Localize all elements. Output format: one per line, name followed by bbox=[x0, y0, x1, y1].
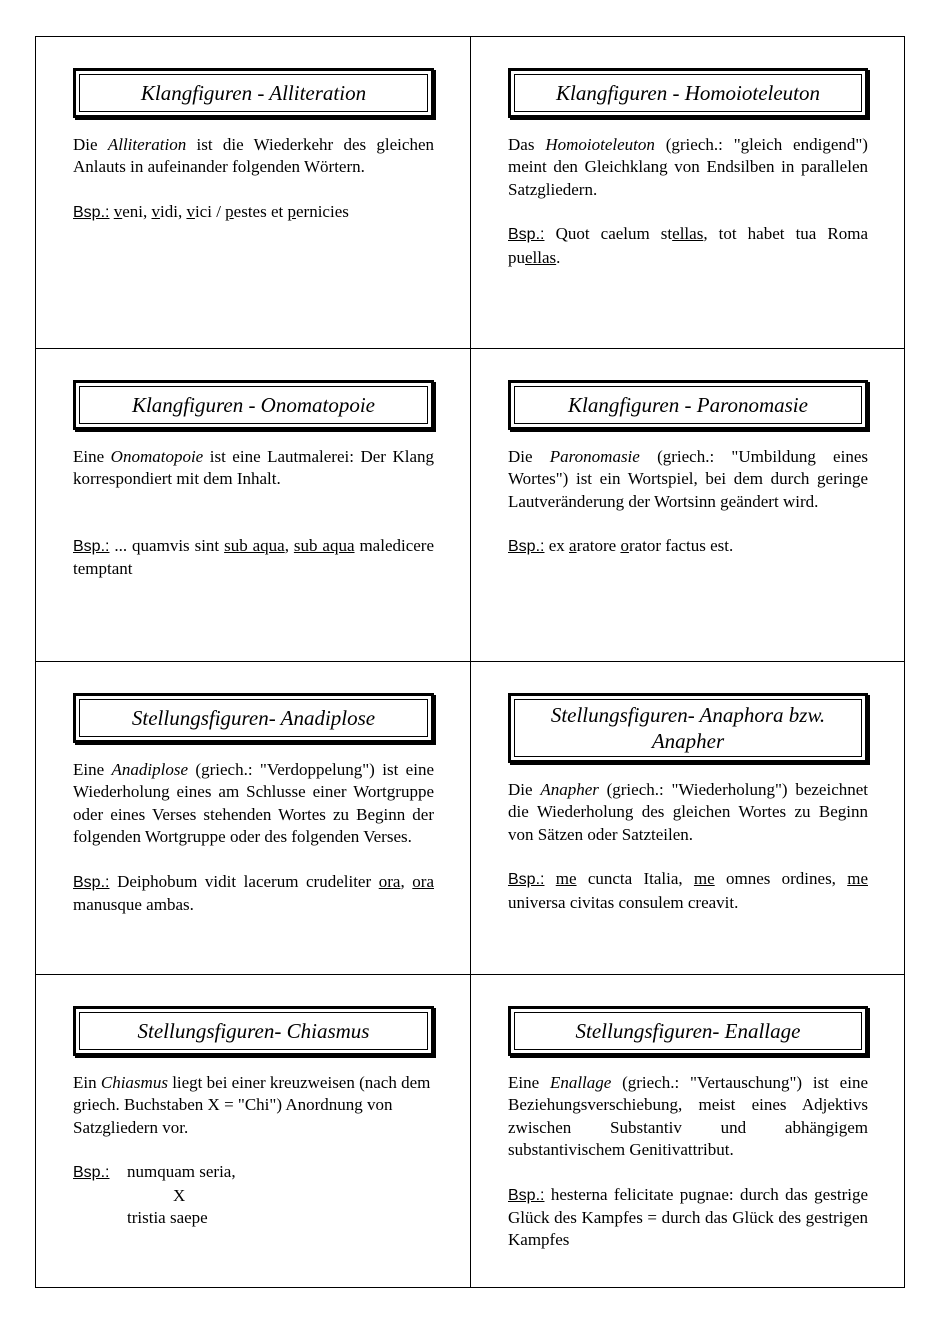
card-title: Klangfiguren - Alliteration bbox=[79, 74, 428, 112]
card-description: Die Paronomasie (griech.: "Umbildung eines Wortes") ist ein Wortspiel, bei dem durch geringe Lautveränderung der Wortsinn geändert wird. bbox=[508, 447, 868, 511]
card-description: Eine Anadiplose (griech.: "Verdoppelung") ist eine Wiederholung eines am Schlusse einer Wortgruppe oder eines Verses stehenden Wortes zu Beginn der folgenden Wortgruppe oder des folgenden Verses. bbox=[73, 760, 434, 847]
bsp-label: Bsp.: bbox=[508, 226, 545, 244]
card-title: Stellungsfiguren- Anadiplose bbox=[79, 699, 428, 737]
card-title-frame bbox=[73, 693, 434, 743]
card-title: Stellungsfiguren- Anaphora bzw. Anapher bbox=[514, 699, 862, 757]
bsp-label: Bsp.: bbox=[508, 538, 545, 556]
card-paronomasie bbox=[471, 349, 904, 662]
card-chiasmus bbox=[36, 975, 471, 1287]
bsp-label: Bsp.: bbox=[73, 873, 110, 891]
term: Homoioteleuton bbox=[545, 135, 655, 154]
bsp-label: Bsp.: bbox=[73, 1164, 110, 1182]
card-example: Bsp.: ... quamvis sint sub aqua, sub aqua maledicere temptant bbox=[73, 535, 435, 579]
card-description: Die Alliteration ist die Wiederkehr des gleichen Anlauts in aufeinander folgenden Wörtern. bbox=[73, 135, 434, 177]
card-example: Bsp.: ex aratore orator factus est. bbox=[508, 536, 734, 556]
card-homoioteleuton bbox=[471, 37, 904, 349]
card-description: Eine Onomatopoie ist eine Lautmalerei: Der Klang korrespondiert mit dem Inhalt. bbox=[73, 447, 435, 489]
card-description: Eine Enallage (griech.: "Vertauschung") ist eine Beziehungsverschiebung, meist eines Adjektivs zwischen Substantiv und abhängigem substantivischem Genitivattribut. bbox=[508, 1073, 868, 1160]
bsp-label: Bsp.: bbox=[73, 537, 110, 555]
card-anadiplose bbox=[36, 662, 471, 975]
card-enallage bbox=[471, 975, 904, 1287]
card-example: Bsp.: veni, vidi, vici / pestes et pernicies bbox=[73, 201, 349, 221]
card-example: Bsp.: me cuncta Italia, me omnes ordines, me universa civitas consulem creavit. bbox=[508, 869, 868, 912]
card-alliteration bbox=[36, 37, 471, 349]
term: Onomatopoie bbox=[110, 447, 204, 466]
card-onomatopoie bbox=[36, 349, 471, 662]
card-title: Klangfiguren - Onomatopoie bbox=[79, 386, 428, 424]
card-title: Stellungsfiguren- Enallage bbox=[514, 1012, 862, 1050]
card-title: Stellungsfiguren- Chiasmus bbox=[79, 1012, 428, 1050]
card-example: Bsp.: Deiphobum vidit lacerum crudeliter ora, ora manusque ambas. bbox=[73, 871, 435, 915]
card-title-frame bbox=[508, 380, 868, 430]
card-example: Bsp.: numquam seria, X tristia saepe bbox=[73, 1161, 434, 1229]
card-title: Klangfiguren - Homoioteleuton bbox=[514, 74, 862, 112]
card-title-frame bbox=[73, 1006, 434, 1056]
chiasmus-cross: X bbox=[173, 1185, 186, 1205]
bsp-label: Bsp.: bbox=[508, 871, 545, 889]
flashcard-grid bbox=[35, 36, 905, 1288]
card-title-frame bbox=[508, 1006, 868, 1056]
card-title-frame bbox=[73, 68, 434, 118]
term: Chiasmus bbox=[100, 1073, 168, 1092]
card-title: Klangfiguren - Paronomasie bbox=[514, 386, 862, 424]
card-example: Bsp.: Quot caelum stellas, tot habet tua Roma puellas. bbox=[508, 224, 869, 267]
card-title-frame bbox=[508, 693, 868, 763]
card-description: Das Homoioteleuton (griech.: "gleich endigend") meint den Gleichklang von Endsilben in parallelen Satzgliedern. bbox=[508, 135, 868, 199]
card-title-frame bbox=[73, 380, 434, 430]
card-example: Bsp.: hesterna felicitate pugnae: durch das gestrige Glück des Kampfes = durch das Glück des gestrigen Kampfes bbox=[508, 1184, 868, 1250]
term: Enallage bbox=[549, 1073, 612, 1092]
term: Alliteration bbox=[107, 135, 187, 154]
term: Anapher bbox=[540, 780, 599, 799]
bsp-label: Bsp.: bbox=[73, 203, 110, 221]
term: Paronomasie bbox=[549, 447, 640, 466]
card-anapher bbox=[471, 662, 904, 975]
card-title-frame bbox=[508, 68, 868, 118]
term: Anadiplose bbox=[111, 760, 189, 779]
bsp-label: Bsp.: bbox=[508, 1186, 545, 1204]
card-description: Ein Chiasmus liegt bei einer kreuzweisen (nach dem griech. Buchstaben X = "Chi") Anordnung von Satzgliedern vor. bbox=[73, 1073, 431, 1137]
card-description: Die Anapher (griech.: "Wiederholung") bezeichnet die Wiederholung des gleichen Wortes zu Beginn von Sätzen oder Satzteilen. bbox=[508, 780, 869, 844]
